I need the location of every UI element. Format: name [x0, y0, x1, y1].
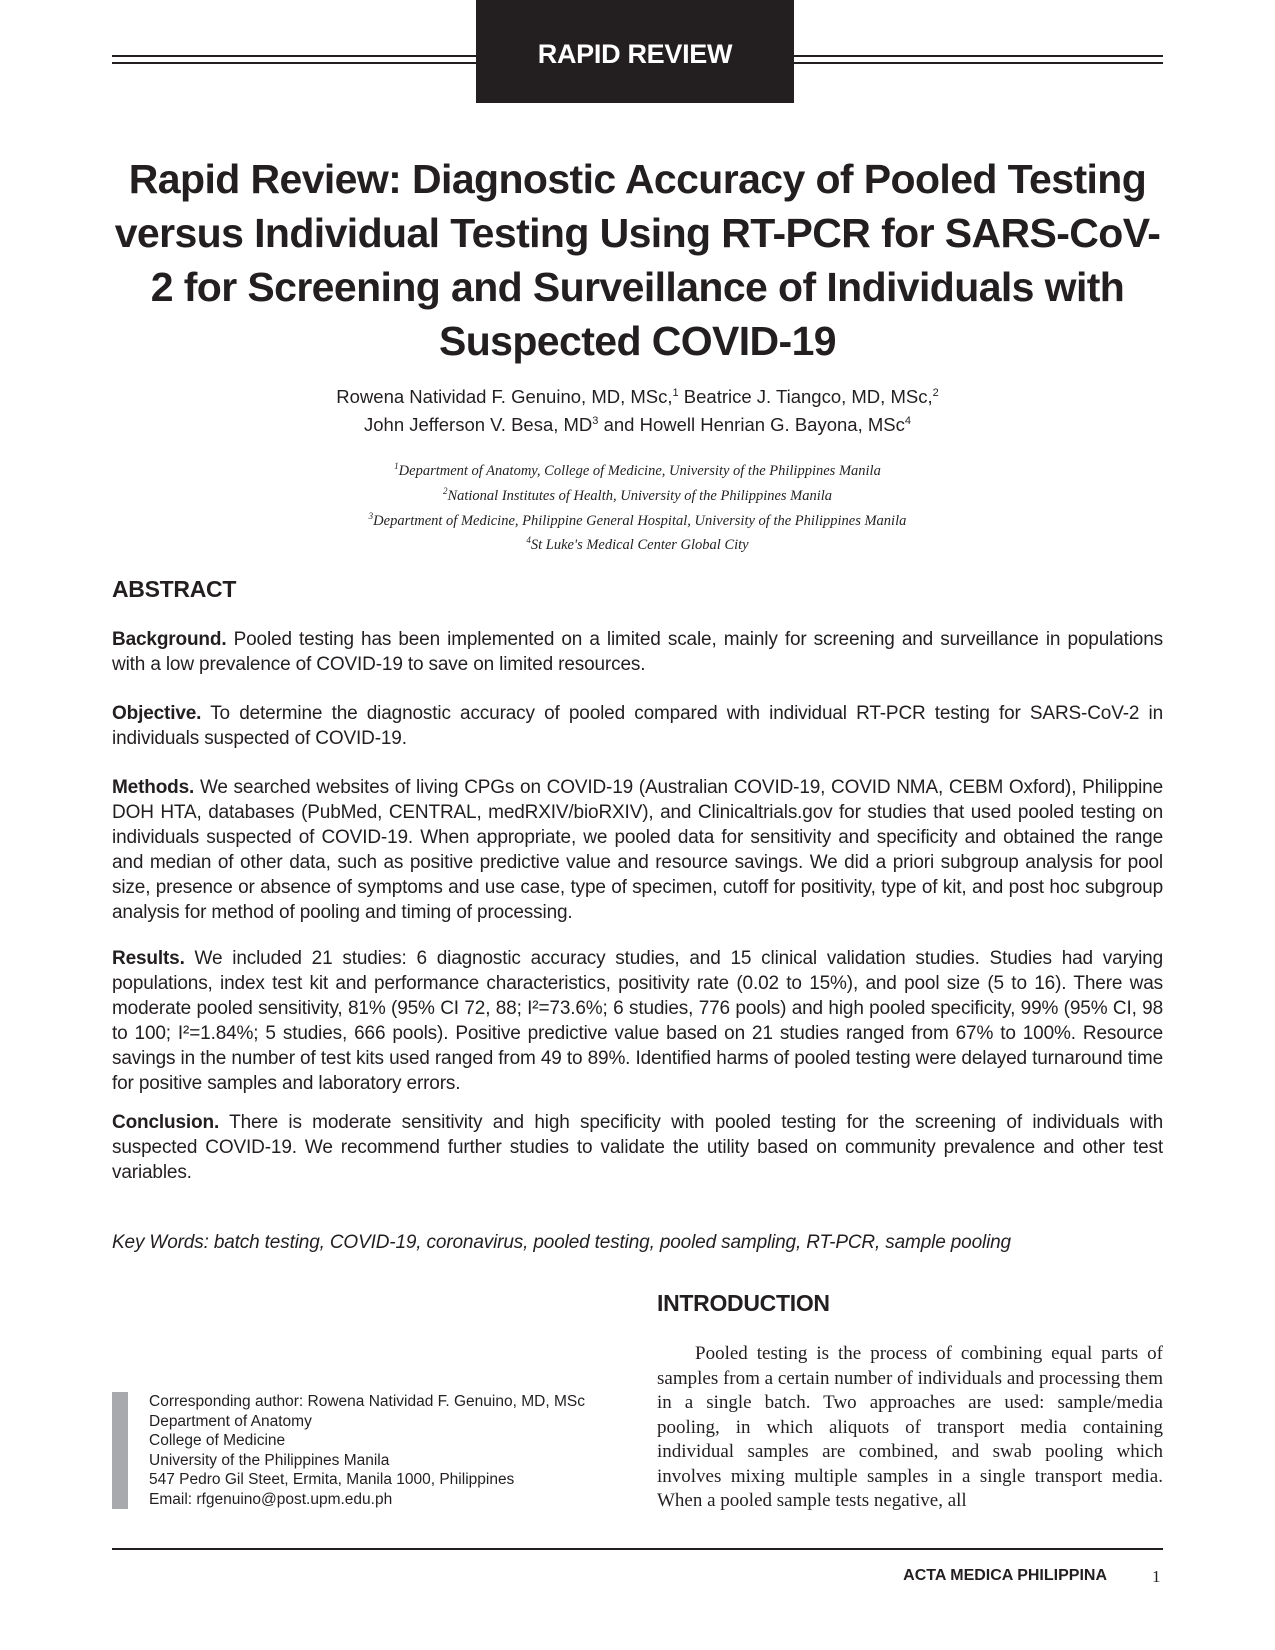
journal-name: ACTA MEDICA PHILIPPINA — [903, 1567, 1107, 1584]
affiliation-mark: 4 — [526, 535, 531, 546]
abstract-heading: ABSTRACT — [112, 576, 237, 602]
author-list — [110, 381, 1165, 437]
abstract-background — [112, 627, 1163, 677]
author-name: John Jefferson V. Besa, MD — [364, 414, 593, 436]
keywords: Key Words: batch testing, COVID-19, coronavirus, pooled testing, pooled sampling, RT-PCR, sample pooling — [112, 1232, 1011, 1253]
correspondence-lines — [149, 1392, 585, 1509]
abstract-section-label: Methods. — [112, 777, 195, 798]
abstract-section-text: To determine the diagnostic accuracy of pooled compared with individual RT-PCR testing for SARS-CoV-2 in individuals suspected of COVID-19. — [112, 703, 1163, 749]
author-conjunction: and — [603, 414, 640, 436]
author-line-2 — [110, 409, 1165, 437]
affiliation-mark: 1 — [394, 461, 399, 471]
abstract-objective — [112, 701, 1163, 751]
affiliation-item — [110, 530, 1165, 555]
abstract-section-text: Pooled testing has been implemented on a limited scale, mainly for screening and surveillance in populations with a low prevalence of COVID-19 to save on limited resources. — [112, 629, 1163, 675]
affiliation-item — [110, 481, 1165, 506]
abstract-section-text: We included 21 studies: 6 diagnostic accuracy studies, and 15 clinical validation studies. Studies had varying populations, index test kit and performance characteristics, positivity rate (0.02 to 15%), and pool size (5 to 16). There was moderate pooled sensitivity, 81% (95% CI 72, 88; I²=73.6%; 6 studies, 776 pools) and high pooled specificity, 99% (95% CI, 98 to 100; I²=1.84%; 5 studies, 666 pools). Positive predictive value based on 21 studies ranged from 67% to 100%. Resource savings in the number of test kits used ranged from 49 to 89%. Identified harms of pooled testing were delayed turnaround time for positive samples and laboratory errors. — [112, 948, 1163, 1094]
abstract-section-label: Conclusion. — [112, 1112, 220, 1133]
affiliation-item — [110, 506, 1165, 531]
correspondence-college: College of Medicine — [149, 1432, 286, 1449]
affiliation-text: Department of Medicine, Philippine General Hospital, University of the Philippines Manila — [373, 512, 907, 529]
author-affiliation-mark: 3 — [592, 415, 599, 428]
abstract-results — [112, 946, 1163, 1096]
affiliation-item — [110, 456, 1165, 481]
author-affiliation-mark: 1 — [672, 387, 679, 399]
author-affiliation-mark: 2 — [932, 387, 939, 399]
correspondence-accent-bar — [112, 1392, 128, 1509]
correspondence-department: Department of Anatomy — [149, 1412, 312, 1430]
correspondence-box — [112, 1392, 627, 1509]
abstract-methods — [112, 775, 1163, 925]
author-name: Rowena Natividad F. Genuino, MD, MSc, — [336, 386, 673, 408]
abstract-section-text: There is moderate sensitivity and high specificity with pooled testing for the screening of individuals with suspected COVID-19. We recommend further studies to validate the utility based on community prevalence and other test variables. — [112, 1112, 1163, 1183]
affiliation-mark: 3 — [368, 510, 374, 521]
abstract-section-label: Results. — [112, 948, 185, 969]
introduction-paragraph: Pooled testing is the process of combining equal parts of samples from a certain number of individuals and processing them in a single batch. Two approaches are used: sample/media pooling, in which aliquots of transport media containing individual samples are combined, and swab pooling which involves mixing multiple samples in a single transport media. When a pooled sample tests negative, all — [657, 1343, 1164, 1511]
section-label-banner — [476, 0, 794, 103]
introduction-heading: INTRODUCTION — [657, 1290, 830, 1316]
affiliation-mark: 2 — [442, 485, 448, 496]
affiliation-text: Department of Anatomy, College of Medicine, University of the Philippines Manila — [398, 462, 881, 479]
author-affiliation-mark: 4 — [904, 415, 911, 428]
author-name: Beatrice J. Tiangco, MD, MSc, — [683, 386, 933, 408]
correspondence-email: Email: rfgenuino@post.upm.edu.ph — [149, 1490, 393, 1508]
affiliation-text: St Luke's Medical Center Global City — [530, 537, 749, 554]
correspondence-address: 547 Pedro Gil Steet, Ermita, Manila 1000, Philippines — [149, 1471, 515, 1488]
correspondence-author: Corresponding author: Rowena Natividad F. Genuino, MD, MSc — [149, 1393, 585, 1410]
author-line-1 — [110, 381, 1165, 409]
affiliation-list — [110, 456, 1165, 555]
article-title: Rapid Review: Diagnostic Accuracy of Pooled Testing versus Individual Testing Using RT-PCR for SARS-CoV-2 for Screening and Surveillance of Individuals with Suspected COVID-19 — [114, 156, 1161, 364]
abstract-section-text: We searched websites of living CPGs on COVID-19 (Australian COVID-19, COVID NMA, CEBM Oxford), Philippine DOH HTA, databases (PubMed, CENTRAL, medRXIV/bioRXIV), and Clinicaltrials.gov for studies that used pooled testing on individuals suspected of COVID-19. When appropriate, we pooled data for sensitivity and specificity and obtained the range and median of other data, such as positive predictive value and resource savings. We did a priori subgroup analysis for pool size, presence or absence of symptoms and use case, type of specimen, cutoff for positivity, type of kit, and post hoc subgroup analysis for method of pooling and timing of processing. — [112, 777, 1163, 923]
affiliation-text: National Institutes of Health, University of the Philippines Manila — [447, 487, 833, 504]
footer-rule — [112, 1548, 1163, 1550]
page-number: 1 — [1152, 1567, 1161, 1586]
author-name: Howell Henrian G. Bayona, MSc — [639, 414, 905, 436]
abstract-section-label: Background. — [112, 629, 227, 650]
section-label: RAPID REVIEW — [537, 39, 733, 69]
abstract-section-label: Objective. — [112, 703, 202, 724]
correspondence-university: University of the Philippines Manila — [149, 1451, 390, 1469]
abstract-conclusion — [112, 1110, 1163, 1185]
